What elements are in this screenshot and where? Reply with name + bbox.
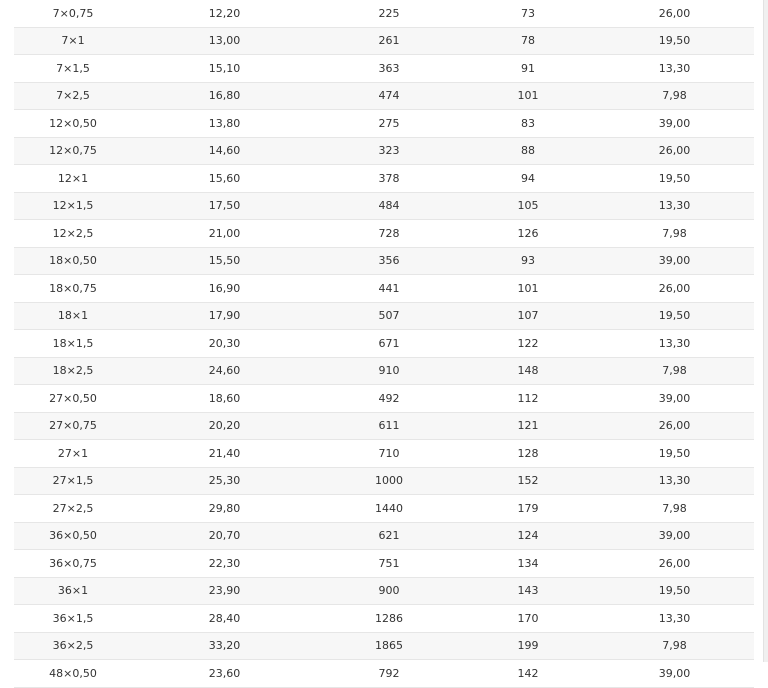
table-cell: 78 (461, 27, 595, 55)
table-cell: 492 (317, 385, 461, 413)
table-cell: 910 (317, 357, 461, 385)
table-cell: 39,00 (595, 385, 754, 413)
table-row (14, 55, 754, 83)
table-cell: 225 (317, 0, 461, 27)
table-cell: 1000 (317, 467, 461, 495)
table-cell: 94 (461, 165, 595, 193)
table-cell: 142 (461, 660, 595, 688)
table-cell: 83 (461, 110, 595, 138)
table-cell: 36×1 (14, 577, 132, 605)
table-cell: 39,00 (595, 660, 754, 688)
table-row (14, 82, 754, 110)
table-cell: 611 (317, 412, 461, 440)
table-cell: 21,40 (132, 440, 317, 468)
table-cell: 261 (317, 27, 461, 55)
table-row (14, 165, 754, 193)
table-cell: 728 (317, 220, 461, 248)
table-cell: 18×1,5 (14, 330, 132, 358)
table-cell: 13,30 (595, 192, 754, 220)
table-cell: 7,98 (595, 220, 754, 248)
table-cell: 621 (317, 522, 461, 550)
table-cell: 7×1 (14, 27, 132, 55)
table-cell: 122 (461, 330, 595, 358)
table-cell: 199 (461, 632, 595, 660)
table-cell: 152 (461, 467, 595, 495)
table-row (14, 467, 754, 495)
table-cell: 7,98 (595, 82, 754, 110)
table-cell: 12×2,5 (14, 220, 132, 248)
table-cell: 29,80 (132, 495, 317, 523)
table-cell: 13,30 (595, 55, 754, 83)
table-row (14, 137, 754, 165)
cable-spec-table-container (14, 0, 754, 688)
table-row (14, 550, 754, 578)
table-cell: 26,00 (595, 550, 754, 578)
table-cell: 18×1 (14, 302, 132, 330)
table-cell: 27×1,5 (14, 467, 132, 495)
table-cell: 474 (317, 82, 461, 110)
table-cell: 27×1 (14, 440, 132, 468)
table-cell: 101 (461, 275, 595, 303)
vertical-scrollbar[interactable] (763, 0, 768, 662)
table-cell: 13,30 (595, 605, 754, 633)
table-row (14, 110, 754, 138)
table-cell: 26,00 (595, 137, 754, 165)
table-cell: 12×0,75 (14, 137, 132, 165)
table-cell: 105 (461, 192, 595, 220)
table-cell: 23,90 (132, 577, 317, 605)
table-cell: 7×0,75 (14, 0, 132, 27)
table-cell: 18×2,5 (14, 357, 132, 385)
table-cell: 128 (461, 440, 595, 468)
table-cell: 19,50 (595, 27, 754, 55)
table-cell: 13,00 (132, 27, 317, 55)
table-cell: 15,60 (132, 165, 317, 193)
table-row (14, 412, 754, 440)
table-cell: 7,98 (595, 495, 754, 523)
table-cell: 671 (317, 330, 461, 358)
table-cell: 134 (461, 550, 595, 578)
table-cell: 27×0,75 (14, 412, 132, 440)
table-cell: 275 (317, 110, 461, 138)
table-cell: 7×2,5 (14, 82, 132, 110)
table-cell: 18×0,50 (14, 247, 132, 275)
table-cell: 26,00 (595, 0, 754, 27)
table-cell: 7,98 (595, 632, 754, 660)
table-cell: 19,50 (595, 577, 754, 605)
table-cell: 12×0,50 (14, 110, 132, 138)
table-cell: 121 (461, 412, 595, 440)
table-cell: 378 (317, 165, 461, 193)
table-cell: 126 (461, 220, 595, 248)
table-cell: 19,50 (595, 302, 754, 330)
table-cell: 21,00 (132, 220, 317, 248)
table-cell: 179 (461, 495, 595, 523)
table-cell: 323 (317, 137, 461, 165)
table-cell: 20,70 (132, 522, 317, 550)
table-body (14, 0, 754, 687)
table-cell: 19,50 (595, 440, 754, 468)
table-cell: 26,00 (595, 275, 754, 303)
table-cell: 19,50 (595, 165, 754, 193)
table-row (14, 330, 754, 358)
table-cell: 15,10 (132, 55, 317, 83)
table-cell: 16,90 (132, 275, 317, 303)
table-cell: 36×0,50 (14, 522, 132, 550)
table-cell: 26,00 (595, 412, 754, 440)
table-row (14, 660, 754, 688)
table-row (14, 605, 754, 633)
table-row (14, 357, 754, 385)
table-cell: 28,40 (132, 605, 317, 633)
table-cell: 13,30 (595, 330, 754, 358)
table-cell: 39,00 (595, 247, 754, 275)
table-cell: 17,50 (132, 192, 317, 220)
table-cell: 124 (461, 522, 595, 550)
table-cell: 7×1,5 (14, 55, 132, 83)
table-cell: 27×2,5 (14, 495, 132, 523)
table-row (14, 385, 754, 413)
table-row (14, 577, 754, 605)
table-cell: 356 (317, 247, 461, 275)
table-cell: 91 (461, 55, 595, 83)
table-cell: 36×1,5 (14, 605, 132, 633)
table-row (14, 27, 754, 55)
table-cell: 15,50 (132, 247, 317, 275)
table-cell: 27×0,50 (14, 385, 132, 413)
table-cell: 17,90 (132, 302, 317, 330)
table-cell: 39,00 (595, 522, 754, 550)
table-cell: 484 (317, 192, 461, 220)
table-cell: 93 (461, 247, 595, 275)
table-cell: 143 (461, 577, 595, 605)
table-cell: 39,00 (595, 110, 754, 138)
table-cell: 24,60 (132, 357, 317, 385)
table-row (14, 632, 754, 660)
table-cell: 12,20 (132, 0, 317, 27)
table-row (14, 220, 754, 248)
table-cell: 12×1,5 (14, 192, 132, 220)
table-cell: 507 (317, 302, 461, 330)
table-cell: 18,60 (132, 385, 317, 413)
table-cell: 48×0,50 (14, 660, 132, 688)
table-cell: 16,80 (132, 82, 317, 110)
table-row (14, 522, 754, 550)
table-cell: 33,20 (132, 632, 317, 660)
table-cell: 22,30 (132, 550, 317, 578)
table-cell: 1440 (317, 495, 461, 523)
table-cell: 13,30 (595, 467, 754, 495)
table-row (14, 192, 754, 220)
table-row (14, 275, 754, 303)
table-cell: 36×0,75 (14, 550, 132, 578)
table-cell: 1865 (317, 632, 461, 660)
table-row (14, 302, 754, 330)
table-cell: 792 (317, 660, 461, 688)
table-cell: 14,60 (132, 137, 317, 165)
table-row (14, 440, 754, 468)
table-cell: 7,98 (595, 357, 754, 385)
table-cell: 20,30 (132, 330, 317, 358)
table-cell: 751 (317, 550, 461, 578)
table-cell: 363 (317, 55, 461, 83)
table-cell: 20,20 (132, 412, 317, 440)
table-cell: 12×1 (14, 165, 132, 193)
table-cell: 900 (317, 577, 461, 605)
table-cell: 107 (461, 302, 595, 330)
cable-spec-table (14, 0, 754, 688)
table-cell: 112 (461, 385, 595, 413)
table-cell: 13,80 (132, 110, 317, 138)
table-cell: 101 (461, 82, 595, 110)
table-cell: 441 (317, 275, 461, 303)
table-cell: 710 (317, 440, 461, 468)
table-cell: 88 (461, 137, 595, 165)
table-row (14, 495, 754, 523)
table-cell: 1286 (317, 605, 461, 633)
table-cell: 18×0,75 (14, 275, 132, 303)
table-cell: 148 (461, 357, 595, 385)
table-cell: 23,60 (132, 660, 317, 688)
table-row (14, 0, 754, 27)
table-cell: 36×2,5 (14, 632, 132, 660)
table-row (14, 247, 754, 275)
table-cell: 170 (461, 605, 595, 633)
table-cell: 73 (461, 0, 595, 27)
table-cell: 25,30 (132, 467, 317, 495)
